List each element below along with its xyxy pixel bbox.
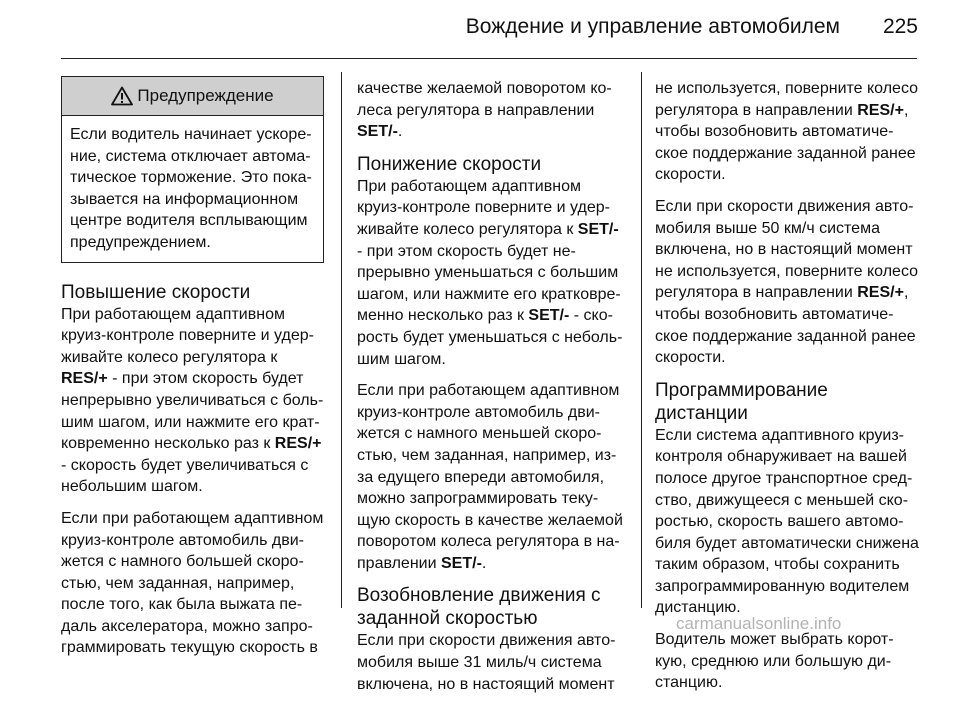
control-label: RES/+ [857, 101, 904, 119]
text: качестве желаемой поворотом ко-леса регулятора в направлении [357, 80, 612, 119]
paragraph-distance: Если система адаптивного круиз-контроля обнаруживает на вашей полосе другое транспортное сред-ство, движущееся с меньшей ско-ростью, скорость вашего автомо-биля будет автоматически снижена таким образом, чтобы сохранить запрограммированную водителем дистанцию. [655, 426, 919, 617]
text: . [397, 123, 403, 141]
paragraph-resume-continued [655, 78, 925, 186]
header-rule [61, 58, 917, 59]
control-label: SET/- [577, 220, 619, 238]
text: Если при скорости движения авто-мобиля выше 50 км/ч система включена, но в настоящий момент не используется, поверните колесо регулятора в направлении [655, 197, 919, 302]
column-separator [341, 72, 342, 608]
column-separator [641, 72, 642, 608]
paragraph-continued [357, 78, 627, 143]
page-header [0, 0, 960, 60]
paragraph-decrease [357, 176, 627, 370]
paragraph-distance-choice: Водитель может выбрать корот-кую, среднюю или большую ди-станцию. [655, 631, 894, 692]
text: , чтобы возобновить автоматиче-ское поддержание заданной ранее скорости. [655, 101, 916, 184]
heading-resume-speed: Возобновление движения с заданной скоростью [357, 585, 601, 630]
warning-header [62, 77, 323, 116]
control-label: SET/- [528, 307, 570, 325]
text: При работающем адаптивном круиз-контроле поверните и удер-живайте колесо регулятора к [61, 305, 314, 366]
text: - при этом скорость будет непрерывно увеличиваться с боль-шим шагом, или нажмите его крат-ковременно несколько раз к [61, 370, 324, 453]
paragraph-lower-speed [357, 380, 627, 574]
column-3 [655, 78, 925, 704]
text: Если при работающем адаптивном круиз-контроле автомобиль дви-жется с намного меньшей скоро-стью, чем заданная, например, из-за едущего впереди автомобиля, можно запрограммировать теку-щую скорость в качестве желаемой поворотом колеса регулятора в на-правлении [357, 382, 623, 572]
heading-distance-programming: Программирование дистанции [655, 379, 828, 424]
warning-text: Если водитель начинает ускоре-ние, система отключает автома-тическое торможение. Это пока-зывается на информационном центре водителя всплывающим предупреждением. [70, 126, 312, 251]
paragraph-resume: Если при скорости движения авто-мобиля выше 31 миль/ч система включена, но в настоящий момент [357, 632, 616, 693]
text: - ско-рость будет уменьшаться с неболь-шим шагом. [357, 307, 623, 368]
text: При работающем адаптивном круиз-контроле поверните и удер-живайте колесо регулятора к [357, 177, 610, 238]
heading-decrease-speed: Понижение скорости [357, 153, 542, 175]
control-label: SET/- [441, 554, 482, 572]
control-label: SET/- [357, 123, 398, 141]
column-1 [61, 76, 324, 669]
column-2 [357, 78, 627, 705]
text: , чтобы возобновить автоматиче-ское поддержание заданной ранее скорости. [655, 284, 916, 367]
text: . [481, 554, 487, 572]
control-label: RES/+ [274, 435, 322, 453]
control-label: RES/+ [61, 370, 108, 388]
paragraph-higher-speed: Если при работающем адаптивном круиз-контроле автомобиль дви-жется с намного большей скоро-стью, чем заданная, например, после того, как была выжата пе-даль акселератора, можно запро-граммировать текущую скорость в [61, 509, 324, 657]
warning-title: Предупреждение [137, 86, 274, 106]
paragraph-increase [61, 304, 324, 498]
text: - скорость будет увеличиваться с небольшим шагом. [61, 456, 309, 496]
watermark: carmanualsonline.info [676, 614, 842, 633]
page-number: 225 [882, 15, 918, 38]
warning-box [61, 76, 324, 263]
heading-increase-speed: Повышение скорости [61, 281, 251, 303]
text: - при этом скорость будет не-прерывно уменьшаться с большим шагом, или нажмите его кратковре-менно несколько раз к [357, 242, 621, 325]
page-title: Вождение и управление автомобилем [465, 15, 840, 38]
control-label: RES/+ [857, 284, 904, 302]
text: не используется, поверните колесо регулятора в направлении [655, 80, 919, 119]
warning-icon [111, 86, 133, 106]
paragraph-resume-kmh [655, 196, 925, 369]
